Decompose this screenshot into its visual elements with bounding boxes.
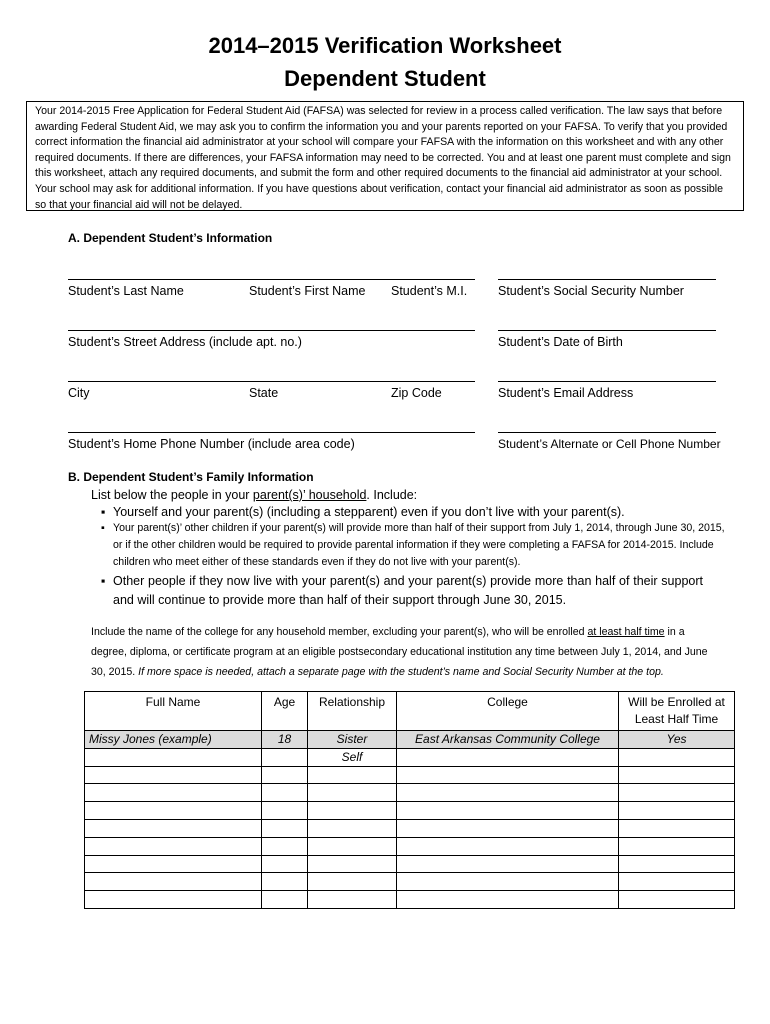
city-label: City <box>68 386 90 400</box>
bullet-1-text: Yourself and your parent(s) (including a stepparent) even if you don’t live with your parent(s). <box>113 505 625 519</box>
cell-name[interactable] <box>85 837 262 855</box>
cell-name[interactable] <box>85 748 262 766</box>
cell-age[interactable] <box>262 891 308 909</box>
example-name: Missy Jones (example) <box>85 731 262 749</box>
cell-college[interactable] <box>397 819 619 837</box>
email-line[interactable] <box>498 381 716 382</box>
cell-age[interactable] <box>262 855 308 873</box>
table-row[interactable] <box>85 802 735 820</box>
college-note-mid: in a degree, diploma, or certificate program at an eligible postsecondary educational institution any time between July 1, 2014, and June 30, 2015. <box>91 626 708 678</box>
cell-name[interactable] <box>85 819 262 837</box>
ssn-line[interactable] <box>498 279 716 280</box>
mi-label: Student’s M.I. <box>391 284 468 298</box>
cell-college[interactable] <box>397 802 619 820</box>
list-intro-pre: List below the people in your <box>91 488 253 502</box>
cell-age[interactable] <box>262 784 308 802</box>
header-relationship: Relationship <box>308 692 397 731</box>
table-row[interactable] <box>85 819 735 837</box>
cell-name[interactable] <box>85 802 262 820</box>
cell-college[interactable] <box>397 855 619 873</box>
college-note <box>91 622 721 682</box>
example-enrolled: Yes <box>619 731 735 749</box>
cell-relationship[interactable] <box>308 891 397 909</box>
example-relationship: Sister <box>308 731 397 749</box>
cell-age[interactable] <box>262 819 308 837</box>
cell-enrolled[interactable] <box>619 819 735 837</box>
bullet-2 <box>101 520 735 571</box>
cell-relationship[interactable] <box>308 802 397 820</box>
household-table <box>84 691 735 909</box>
cell-name[interactable] <box>85 766 262 784</box>
half-time-underlined: at least half time <box>587 626 665 638</box>
bullet-icon: ▪ <box>101 574 106 588</box>
cell-college[interactable] <box>397 784 619 802</box>
cell-college[interactable] <box>397 891 619 909</box>
last-name-label: Student’s Last Name <box>68 284 184 298</box>
household-link: parent(s)’ household <box>252 488 367 502</box>
alt-phone-label: Student’s Alternate or Cell Phone Number <box>498 437 721 451</box>
cell-age[interactable] <box>262 748 308 766</box>
header-full-name: Full Name <box>85 692 262 731</box>
cell-enrolled[interactable] <box>619 784 735 802</box>
state-label: State <box>249 386 279 400</box>
ssn-label: Student’s Social Security Number <box>498 284 684 298</box>
intro-box: Your 2014-2015 Free Application for Federal Student Aid (FAFSA) was selected for review in a process called verification. The law says that before awarding Federal Student Aid, we may ask you to confirm the information you and your parents reported on your FAFSA. To verify that you provided correct information the financial aid administrator at your school will compare your FAFSA with the information on this worksheet and with any other required documents. If there are differences, your FAFSA information may need to be corrected. You and at least one parent must complete and sign this worksheet, attach any required documents, and submit the form and other required documents to the financial aid administrator at your school. Your school may ask for additional information. If you have questions about verification, contact your financial aid administrator as soon as possible so that your financial aid will not be delayed. <box>26 101 744 211</box>
cell-enrolled[interactable] <box>619 891 735 909</box>
example-row <box>85 731 735 749</box>
self-cell: Self <box>308 748 397 766</box>
alt-phone-line[interactable] <box>498 432 716 433</box>
cell-relationship[interactable] <box>308 766 397 784</box>
table-row[interactable] <box>85 873 735 891</box>
table-row[interactable] <box>85 837 735 855</box>
cell-relationship[interactable] <box>308 855 397 873</box>
example-college: East Arkansas Community College <box>397 731 619 749</box>
list-intro-post: . Include: <box>366 488 418 502</box>
cell-enrolled[interactable] <box>619 766 735 784</box>
cell-enrolled[interactable] <box>619 873 735 891</box>
cell-age[interactable] <box>262 873 308 891</box>
cell-name[interactable] <box>85 784 262 802</box>
cell-age[interactable] <box>262 766 308 784</box>
cell-relationship[interactable] <box>308 873 397 891</box>
table-header-row <box>85 692 735 731</box>
zip-label: Zip Code <box>391 386 442 400</box>
cell-name[interactable] <box>85 873 262 891</box>
bullet-3 <box>101 572 703 610</box>
street-label: Student’s Street Address (include apt. no.) <box>68 335 302 349</box>
list-intro <box>91 487 417 503</box>
college-note-italic: If more space is needed, attach a separate page with the student’s name and Social Security Number at the top. <box>138 666 664 678</box>
home-phone-line[interactable] <box>68 432 475 433</box>
cell-college[interactable] <box>397 748 619 766</box>
cell-enrolled[interactable] <box>619 837 735 855</box>
first-name-label: Student’s First Name <box>249 284 366 298</box>
street-line[interactable] <box>68 330 475 331</box>
header-college: College <box>397 692 619 731</box>
section-a-heading: A. Dependent Student’s Information <box>68 231 273 245</box>
bullet-2-text: Your parent(s)’ other children if your parent(s) will provide more than half of their support from July 1, 2014, through June 30, 2015, or if the other children would be required to provide parental information if they were completing a FAFSA for 2014-2015. Include children who meet either of these standards even if they do not live with your parent(s). <box>113 522 725 568</box>
section-b-heading: B. Dependent Student’s Family Information <box>68 470 314 484</box>
cell-name[interactable] <box>85 891 262 909</box>
city-state-zip-line[interactable] <box>68 381 475 382</box>
dob-line[interactable] <box>498 330 716 331</box>
cell-college[interactable] <box>397 837 619 855</box>
cell-college[interactable] <box>397 766 619 784</box>
dob-label: Student’s Date of Birth <box>498 335 623 349</box>
bullet-icon: ▪ <box>101 505 106 519</box>
header-age: Age <box>262 692 308 731</box>
cell-enrolled[interactable] <box>619 802 735 820</box>
table-row[interactable] <box>85 855 735 873</box>
table-row[interactable] <box>85 748 735 766</box>
college-note-pre: Include the name of the college for any household member, excluding your parent(s), who will be enrolled <box>91 626 588 638</box>
cell-relationship[interactable] <box>308 837 397 855</box>
title-line-2: Dependent Student <box>284 66 486 91</box>
name-line[interactable] <box>68 279 475 280</box>
example-age: 18 <box>262 731 308 749</box>
header-enrolled: Will be Enrolled at Least Half Time <box>619 692 735 731</box>
cell-relationship[interactable] <box>308 819 397 837</box>
cell-enrolled[interactable] <box>619 855 735 873</box>
bullet-icon: ▪ <box>101 522 105 534</box>
cell-name[interactable] <box>85 855 262 873</box>
cell-age[interactable] <box>262 837 308 855</box>
table-row[interactable] <box>85 766 735 784</box>
title-line-1: 2014–2015 Verification Worksheet <box>208 33 562 58</box>
bullet-3-text: Other people if they now live with your parent(s) and your parent(s) provide more than half of their support and will continue to provide more than half of their support through June 30, 2015. <box>113 574 703 607</box>
home-phone-label: Student’s Home Phone Number (include area code) <box>68 437 355 451</box>
bullet-1 <box>101 504 733 520</box>
cell-enrolled[interactable] <box>619 748 735 766</box>
email-label: Student’s Email Address <box>498 386 634 400</box>
table-row[interactable] <box>85 784 735 802</box>
cell-age[interactable] <box>262 802 308 820</box>
cell-relationship[interactable] <box>308 784 397 802</box>
cell-college[interactable] <box>397 873 619 891</box>
table-row[interactable] <box>85 891 735 909</box>
